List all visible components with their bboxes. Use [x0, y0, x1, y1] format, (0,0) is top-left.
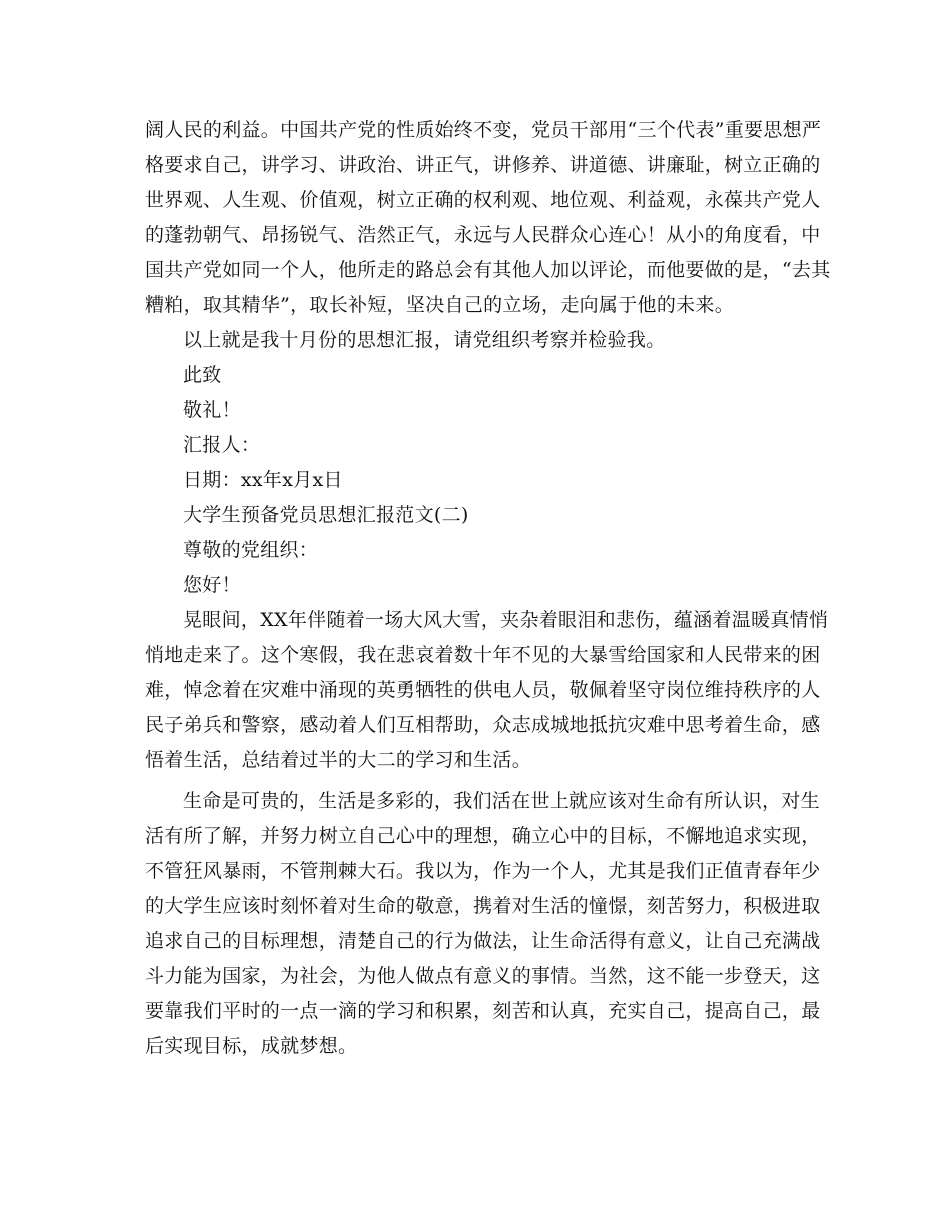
text-line: 民子弟兵和警察，感动着人们互相帮助，众志成城地抵抗灾难中思考着生命，感	[145, 714, 821, 736]
paragraph-p4	[145, 393, 808, 428]
text-line: 追求自己的目标理想，清楚自己的行为做法，让生命活得有意义，让自己充满战	[145, 930, 821, 952]
paragraph-p10	[145, 603, 829, 778]
document-page	[145, 113, 831, 1064]
paragraph-p9	[145, 568, 808, 603]
text-line: 尊敬的党组织：	[183, 539, 319, 561]
text-line: 以上就是我十月份的思想汇报，请党组织考察并检验我。	[183, 329, 666, 351]
paragraph-p8	[145, 533, 808, 568]
text-line: 晃眼间，XX年伴随着一场大风大雪，夹杂着眼泪和悲伤，蕴涵着温暖真情悄	[183, 609, 829, 631]
paragraph-p1	[145, 113, 831, 323]
text-line: 您好！	[183, 574, 241, 596]
text-line: 大学生预备党员思想汇报范文(二)	[183, 504, 469, 526]
text-line: 的蓬勃朝气、昂扬锐气、浩然正气，永远与人民群众心连心！从小的角度看，中	[145, 224, 821, 246]
text-line: 悄地走来了。这个寒假，我在悲哀着数十年不见的大暴雪给国家和人民带来的困	[145, 644, 821, 666]
paragraph-p3	[145, 358, 808, 393]
text-line: 阔人民的利益。中国共产党的性质始终不变，党员干部用“三个代表”重要思想严	[145, 119, 822, 141]
text-line: 日期：xx年x月x日	[183, 469, 343, 491]
paragraph-p2	[145, 323, 808, 358]
paragraph-p7	[145, 498, 808, 533]
paragraph-p6	[145, 463, 808, 498]
text-line: 的大学生应该时刻怀着对生命的敬意，携着对生活的憧憬，刻苦努力，积极进取	[145, 895, 821, 917]
text-line: 生命是可贵的，生活是多彩的，我们活在世上就应该对生命有所认识，对生	[183, 790, 820, 812]
text-line: 斗力能为国家，为社会，为他人做点有意义的事情。当然，这不能一步登天，这	[145, 965, 821, 987]
text-line: 糟粕，取其精华”，取长补短，坚决自己的立场，走向属于他的未来。	[145, 294, 735, 316]
text-line: 后实现目标，成就梦想。	[145, 1035, 358, 1057]
text-line: 要靠我们平时的一点一滴的学习和积累，刻苦和认真，充实自己，提高自己，最	[145, 1000, 821, 1022]
text-line: 格要求自己，讲学习、讲政治、讲正气，讲修养、讲道德、讲廉耻，树立正确的	[145, 154, 821, 176]
text-line: 难，悼念着在灾难中涌现的英勇牺牲的供电人员，敬佩着坚守岗位维持秩序的人	[145, 679, 821, 701]
text-line: 此致	[183, 364, 222, 386]
paragraph-p11	[145, 784, 821, 1064]
text-line: 悟着生活，总结着过半的大二的学习和生活。	[145, 749, 532, 771]
text-line: 敬礼！	[183, 399, 241, 421]
text-line: 国共产党如同一个人，他所走的路总会有其他人加以评论，而他要做的是，“去其	[145, 259, 831, 281]
text-line: 世界观、人生观、价值观，树立正确的权利观、地位观、利益观，永葆共产党人	[145, 189, 821, 211]
text-line: 不管狂风暴雨，不管荆棘大石。我以为，作为一个人，尤其是我们正值青春年少	[145, 860, 821, 882]
text-line: 汇报人：	[183, 434, 261, 456]
paragraph-p5	[145, 428, 808, 463]
text-line: 活有所了解，并努力树立自己心中的理想，确立心中的目标，不懈地追求实现，	[145, 825, 821, 847]
